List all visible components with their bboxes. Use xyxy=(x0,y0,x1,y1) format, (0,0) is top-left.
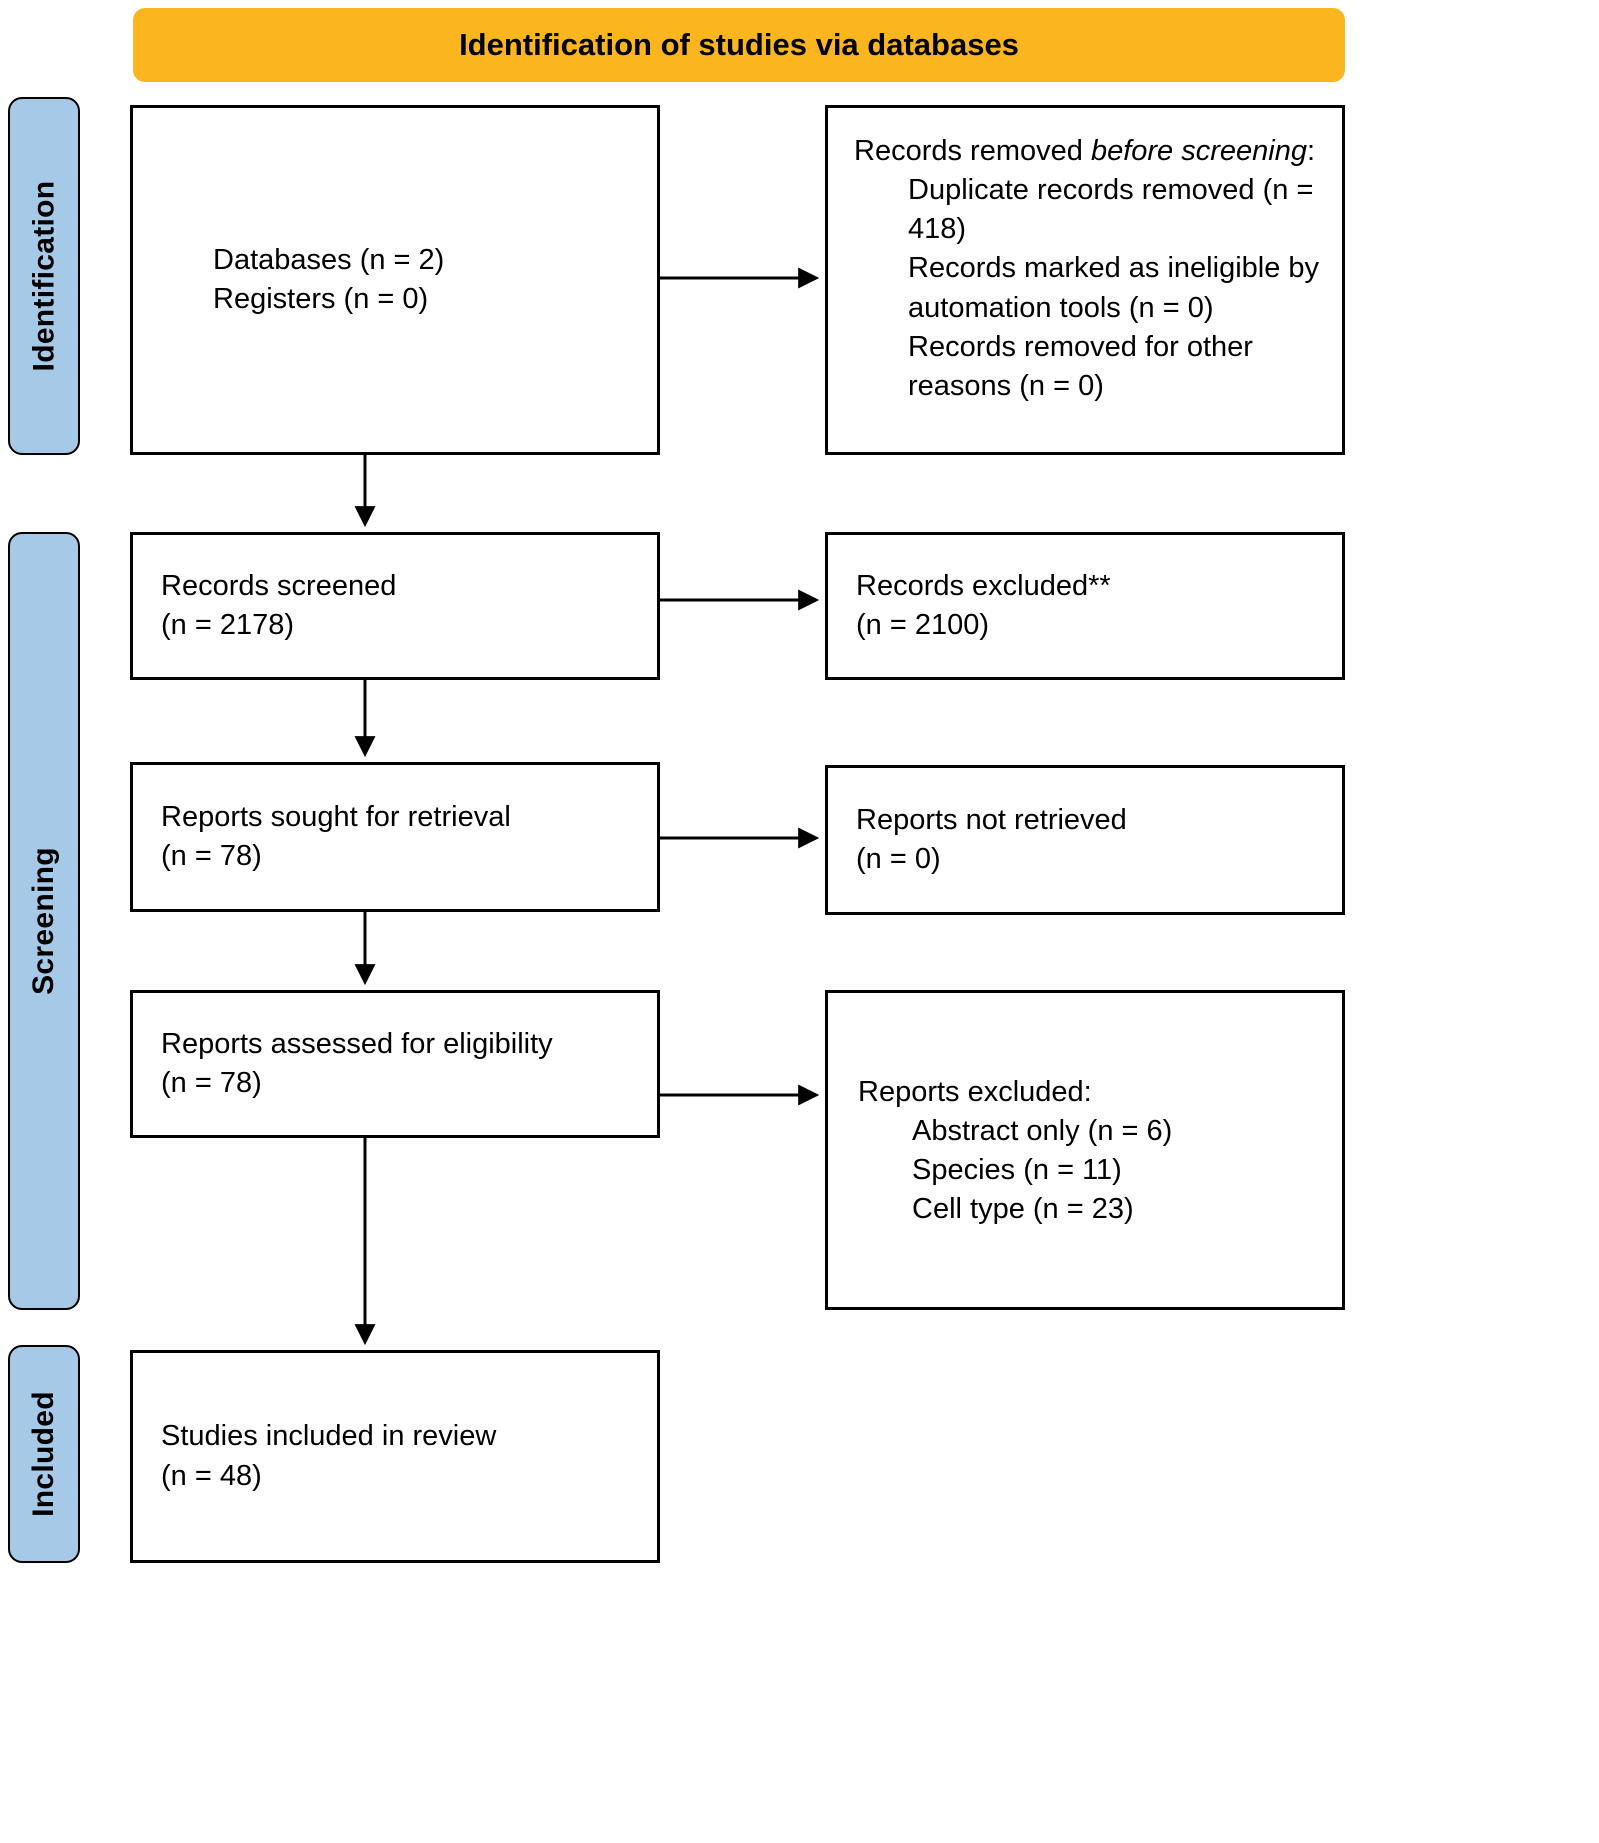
text-line: Databases (n = 2) xyxy=(213,243,445,276)
phase-label-identification xyxy=(8,97,80,455)
text-line: Records excluded** xyxy=(856,569,1111,602)
text-line: Reports sought for retrieval xyxy=(161,800,511,833)
list-item: Species (n = 11) xyxy=(912,1154,1122,1187)
header-banner-title: Identification of studies via databases xyxy=(459,27,1019,62)
list-item: Records marked as ineligible by automation tools (n = 0) xyxy=(908,252,1320,324)
box-reports-assessed xyxy=(130,990,660,1138)
text-line: (n = 78) xyxy=(161,1067,262,1099)
phase-label-screening xyxy=(8,532,80,1310)
text-line: Reports not retrieved xyxy=(856,803,1127,836)
list-item: Abstract only (n = 6) xyxy=(912,1115,1173,1148)
text-segment: Records removed xyxy=(854,135,1091,167)
text-line: Studies included in review xyxy=(161,1420,497,1453)
text-line: (n = 2100) xyxy=(856,609,990,641)
list-item: Cell type (n = 23) xyxy=(912,1193,1134,1226)
text-line xyxy=(854,132,1324,171)
list-item: Duplicate records removed (n = 418) xyxy=(908,174,1314,246)
box-reports-sought xyxy=(130,762,660,912)
box-records-removed xyxy=(825,105,1345,455)
phase-label-screening-text: Screening xyxy=(27,847,60,995)
phase-label-included xyxy=(8,1345,80,1563)
text-line: (n = 2178) xyxy=(161,609,295,641)
text-segment-italic: before screening xyxy=(1090,135,1307,167)
text-line: Records screened xyxy=(161,569,397,602)
text-line: Reports excluded: xyxy=(858,1076,1092,1108)
phase-label-included-text: Included xyxy=(27,1391,60,1517)
text-line: Registers (n = 0) xyxy=(213,283,429,315)
header-banner xyxy=(133,8,1345,82)
text-line: (n = 0) xyxy=(856,843,941,875)
box-records-screened xyxy=(130,532,660,680)
box-reports-excluded xyxy=(825,990,1345,1310)
list-item: Records removed for other reasons (n = 0) xyxy=(908,330,1253,402)
box-studies-included xyxy=(130,1350,660,1563)
phase-label-identification-text: Identification xyxy=(27,180,60,372)
text-segment: : xyxy=(1306,135,1316,167)
box-reports-not-retrieved xyxy=(825,765,1345,915)
text-line: (n = 48) xyxy=(161,1459,262,1492)
text-line: (n = 78) xyxy=(161,840,262,872)
box-records-excluded xyxy=(825,532,1345,680)
text-line: Reports assessed for eligibility xyxy=(161,1027,553,1060)
box-databases-registers xyxy=(130,105,660,455)
